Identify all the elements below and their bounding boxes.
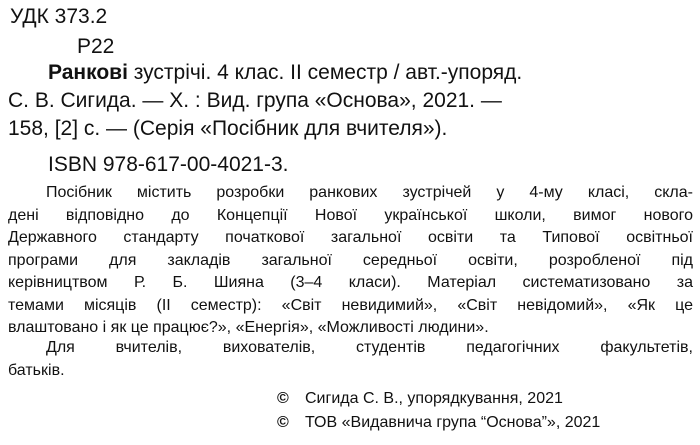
audience-line: батьків.: [8, 361, 65, 379]
annotation-line: влаштовано і як це працює?», «Енергія», «Можливості людини».: [8, 319, 489, 336]
annotation-line: програми для закладів загальної середньої освіти, розробленої під: [8, 251, 693, 269]
udk-code: УДК 373.2: [10, 5, 108, 28]
bib-line-1-rest: зустрічі. 4 клас. ІІ семестр / авт.-упоряд.: [127, 61, 523, 84]
author-sign: Р22: [77, 35, 115, 58]
audience-line: Для вчителів, вихователів, студентів педагогічних факультетів,: [46, 339, 693, 356]
annotation: [8, 182, 693, 340]
bib-line-3: 158, [2] с. — (Серія «Посібник для вчителя»).: [8, 117, 448, 140]
bibliographic-description: [8, 59, 693, 143]
annotation-line: керівництвом Р. Б. Шияна (3–4 класи). Матеріал систематизовано за: [8, 274, 693, 291]
audience: [8, 337, 693, 382]
copyright-icon: ©: [277, 414, 289, 431]
annotation-line: Державного стандарту початкової загальної освіти та Типової освітньої: [8, 229, 693, 246]
bib-line-2: С. В. Сигида. — Х. : Вид. група «Основа», 2021. —: [8, 89, 502, 112]
bib-line-1: [48, 59, 693, 87]
isbn: ISBN 978-617-00-4021-3.: [48, 153, 289, 176]
copyright-icon: ©: [277, 390, 289, 407]
annotation-line: темами місяців (ІІ семестр): «Світ невидимий», «Світ невідомий», «Як це: [8, 296, 693, 314]
annotation-line: Посібник містить розробки ранкових зустрічей у 4-му класі, скла-: [46, 184, 693, 201]
annotation-line: дені відповідно до Концепції Нової української школи, вимог нового: [8, 206, 693, 224]
copyright-line: [277, 390, 563, 408]
book-title: Ранкові: [48, 61, 128, 84]
copyright-text: Сигида С. В., упорядкування, 2021: [305, 390, 563, 407]
copyright-line: [277, 414, 600, 432]
copyright-text: ТОВ «Видавнича група “Основа”», 2021: [305, 414, 601, 431]
